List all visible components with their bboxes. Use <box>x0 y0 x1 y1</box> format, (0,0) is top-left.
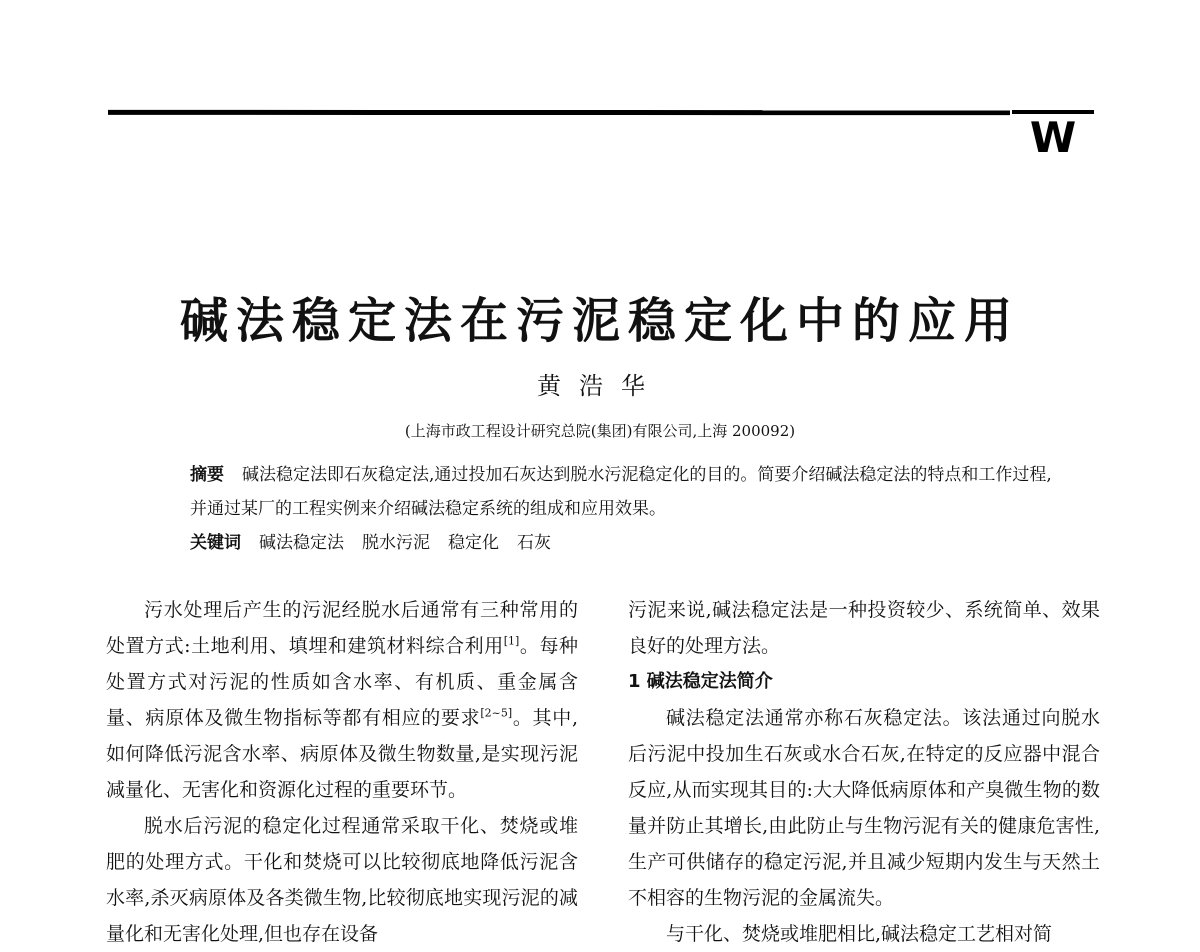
keywords-line <box>148 526 1058 560</box>
body-paragraph: 与干化、焚烧或堆肥相比,碱法稳定工艺相对简 <box>666 923 1053 945</box>
citation-ref[interactable]: [1] <box>503 634 520 648</box>
abstract-label: 摘要 <box>190 465 224 485</box>
paper-title: 碱法稳定法在污泥稳定化中的应用 <box>179 293 1020 349</box>
body-paragraph: 碱法稳定法通常亦称石灰稳定法。该法通过向脱水后污泥中投加生石灰或水合石灰,在特定的反应器中混合反应,从而实现其目的:大大降低病原体和产臭微生物的数量并防止其增长,由此防止与生物污泥有关的健康危害性,生产可供储存的稳定污泥,并且减少短期内发生与天然土不相容的生物污泥的金属流失。 <box>628 707 1100 909</box>
citation-ref[interactable]: [2~5] <box>480 706 513 720</box>
body-paragraph: 脱水后污泥的稳定化过程通常采取干化、焚烧或堆肥的处理方式。干化和焚烧可以比较彻底地降低污泥含水率,杀灭病原体及各类微生物,比较彻底地实现污泥的减量化和无害化处理,但也存在设备 <box>106 815 578 945</box>
body-column-right <box>628 592 1100 952</box>
keywords-label: 关键词 <box>190 533 241 553</box>
abstract-block <box>148 458 1058 560</box>
affiliation: (上海市政工程设计研究总院(集团)有限公司,上海 200092) <box>404 422 796 440</box>
header-rule <box>108 110 1010 115</box>
body-paragraph: 污泥来说,碱法稳定法是一种投资较少、系统简单、效果良好的处理方法。 <box>628 599 1100 657</box>
section-heading: 1 碱法稳定法简介 <box>628 671 773 692</box>
keyword-item: 脱水污泥 <box>362 533 430 553</box>
keyword-item: 石灰 <box>517 533 551 553</box>
journal-logo-icon <box>1012 110 1094 154</box>
body-paragraph: 污水处理后产生的污泥经脱水后通常有三种常用的处置方式:土地利用、填埋和建筑材料综合利用[1]。每种处置方式对污泥的性质如含水率、有机质、重金属含量、病原体及微生物指标等都有相应的要求[2~5]。其中,如何降低污泥含水率、病原体及微生物数量,是实现污泥减量化、无害化和资源化过程的重要环节。 <box>106 599 578 801</box>
keyword-item: 碱法稳定法 <box>259 533 344 553</box>
body-column-left <box>106 592 578 952</box>
keyword-item: 稳定化 <box>448 533 499 553</box>
abstract-text: 碱法稳定法即石灰稳定法,通过投加石灰达到脱水污泥稳定化的目的。简要介绍碱法稳定法的特点和工作过程,并通过某厂的工程实例来介绍碱法稳定系统的组成和应用效果。 <box>190 465 1052 519</box>
author-name: 黄浩华 <box>537 372 663 400</box>
journal-logo-letter: W <box>1029 113 1077 154</box>
